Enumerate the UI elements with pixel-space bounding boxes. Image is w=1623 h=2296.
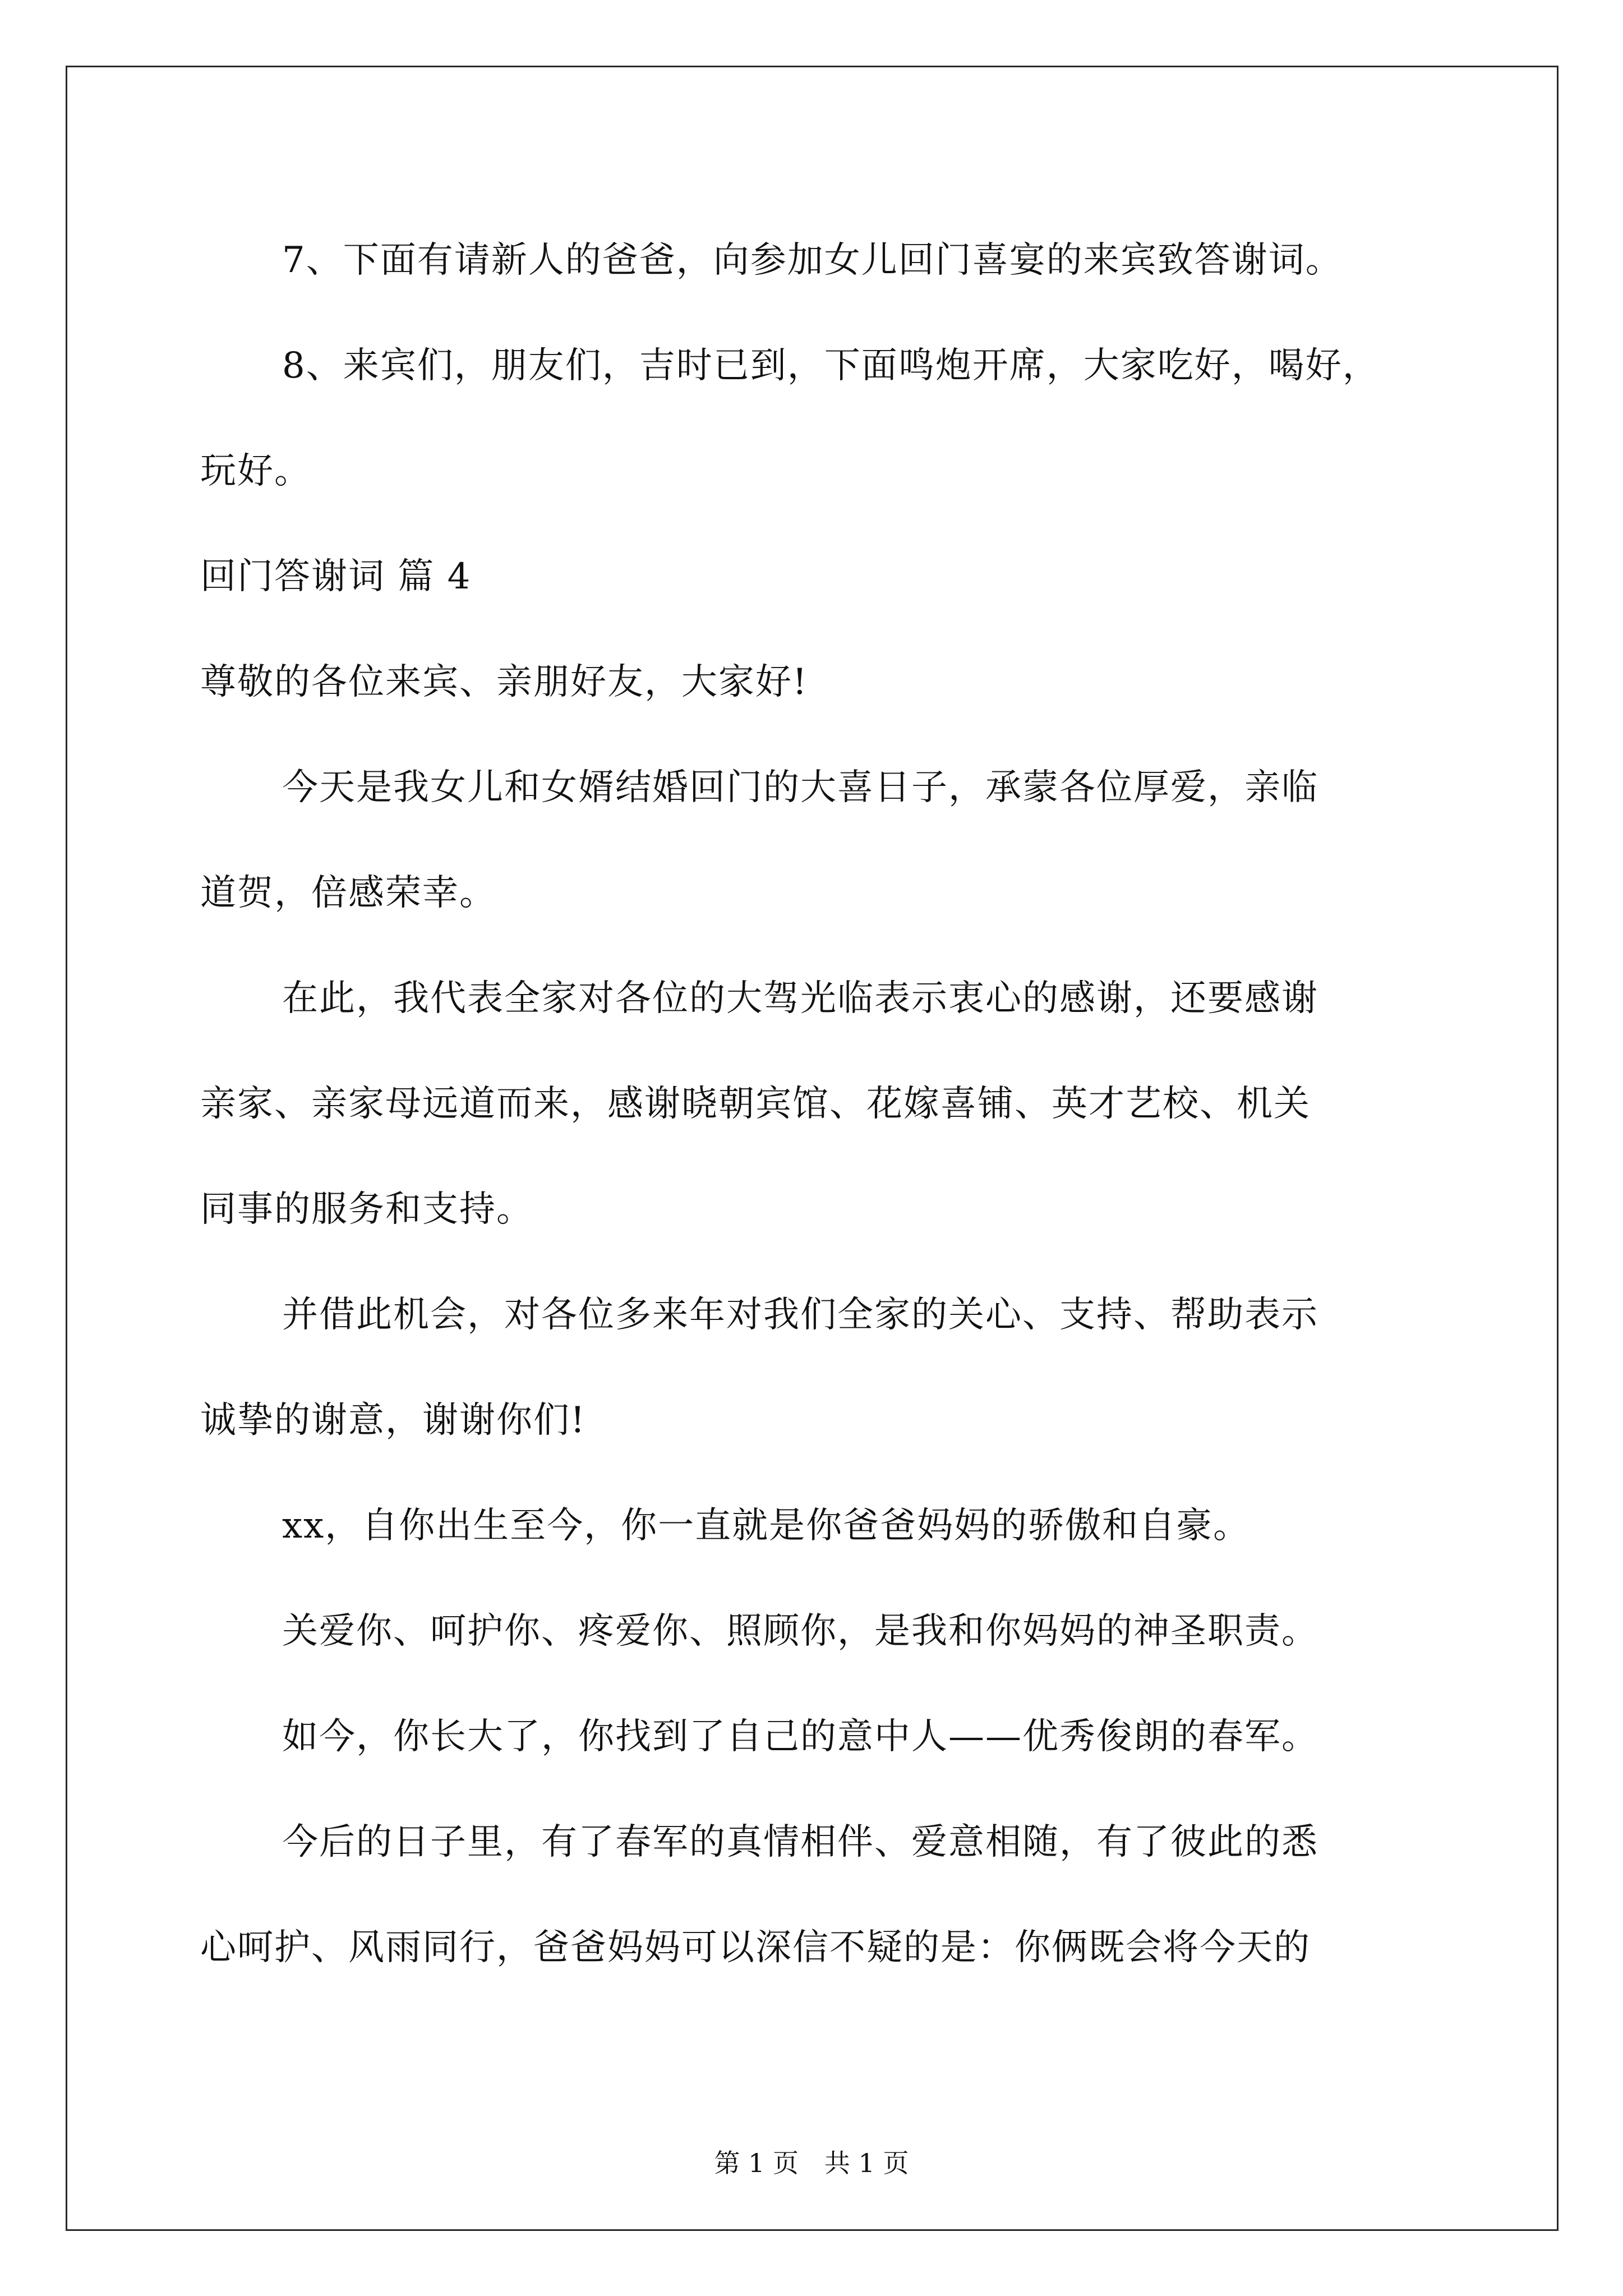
paragraph-line-11: 并借此机会，对各位多来年对我们全家的关心、支持、帮助表示: [282, 1294, 1318, 1336]
paragraph-line-15: 如今，你长大了，你找到了自己的意中人——优秀俊朗的春军。: [282, 1716, 1318, 1757]
paragraph-line-6: 今天是我女儿和女婿结婚回门的大喜日子，承蒙各位厚爱，亲临: [282, 767, 1318, 808]
paragraph-line-12: 诚挚的谢意，谢谢你们!: [200, 1400, 586, 1441]
paragraph-line-7: 道贺，倍感荣幸。: [200, 872, 496, 914]
paragraph-line-3: 玩好。: [200, 450, 311, 492]
paragraph-line-10: 同事的服务和支持。: [200, 1189, 533, 1230]
paragraph-line-9: 亲家、亲家母远道而来，感谢晓朝宾馆、花嫁喜铺、英才艺校、机关: [200, 1083, 1311, 1125]
page-number-footer: 第 1 页 共 1 页: [714, 2148, 909, 2178]
salutation-line: 尊敬的各位来宾、亲朋好友，大家好!: [200, 661, 808, 703]
paragraph-line-2: 8、来宾们，朋友们，吉时已到，下面鸣炮开席，大家吃好，喝好，: [282, 345, 1380, 386]
paragraph-line-1: 7、下面有请新人的爸爸，向参加女儿回门喜宴的来宾致答谢词。: [282, 240, 1343, 281]
paragraph-line-14: 关爱你、呵护你、疼爱你、照顾你，是我和你妈妈的神圣职责。: [282, 1611, 1318, 1652]
document-body: [200, 208, 1468, 2000]
section-heading: 回门答谢词 篇 4: [200, 556, 472, 597]
paragraph-line-17: 心呵护、风雨同行，爸爸妈妈可以深信不疑的是：你俩既会将今天的: [200, 1927, 1311, 1968]
paragraph-line-8: 在此，我代表全家对各位的大驾光临表示衷心的感谢，还要感谢: [282, 978, 1318, 1019]
paragraph-line-16: 今后的日子里，有了春军的真情相伴、爱意相随，有了彼此的悉: [282, 1821, 1318, 1863]
paragraph-line-13: xx，自你出生至今，你一直就是你爸爸妈妈的骄傲和自豪。: [282, 1505, 1251, 1547]
